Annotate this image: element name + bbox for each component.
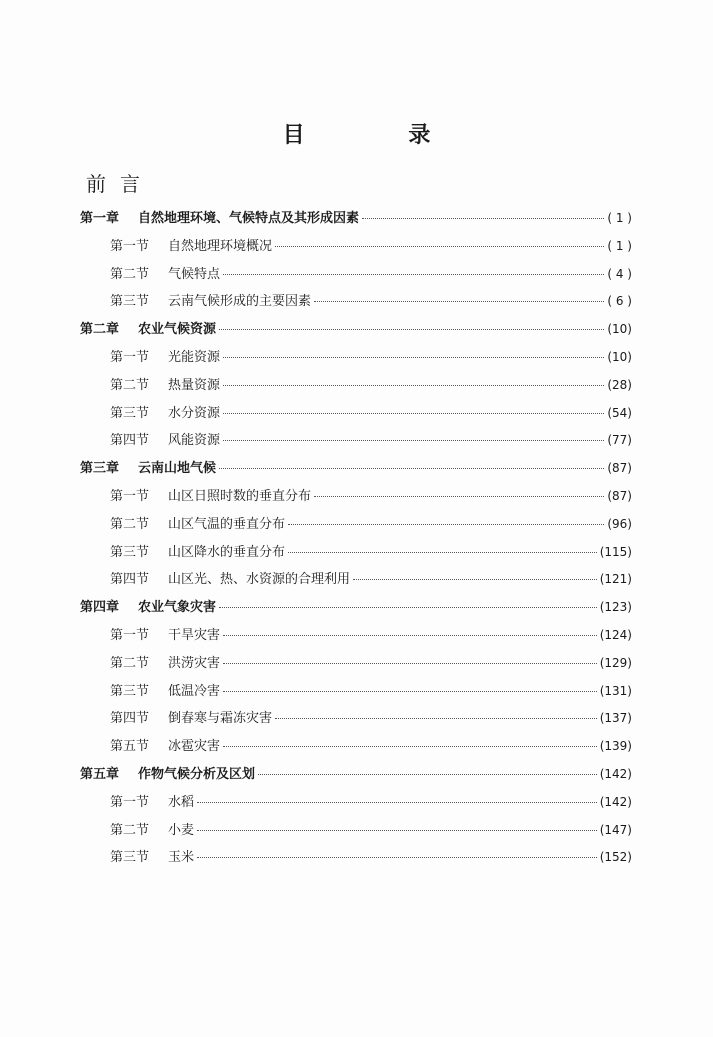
- toc-section-row: [80, 485, 632, 513]
- section-number: 第三节: [110, 544, 150, 560]
- section-number: 第四节: [110, 711, 150, 727]
- toc-section-row: [80, 624, 632, 652]
- dot-leader: [275, 718, 597, 719]
- dot-leader: [314, 301, 604, 302]
- page-number: (131): [599, 683, 632, 698]
- toc-chapter-row: [80, 318, 632, 346]
- page-number: (152): [599, 850, 632, 865]
- dot-leader: [223, 691, 597, 692]
- section-title: 山区日照时数的垂直分布: [168, 488, 312, 504]
- dot-leader: [353, 579, 597, 580]
- dot-leader: [223, 413, 604, 414]
- page-title: 目 录: [282, 123, 479, 148]
- toc-section-row: [80, 429, 632, 457]
- section-title: 山区降水的垂直分布: [168, 544, 286, 560]
- toc-section-row: [80, 652, 632, 680]
- section-number: 第三节: [110, 294, 150, 310]
- section-title: 山区光、热、水资源的合理利用: [168, 572, 351, 588]
- dot-leader: [223, 357, 604, 358]
- chapter-number: 第四章: [80, 600, 120, 616]
- chapter-number: 第三章: [80, 461, 120, 477]
- dot-leader: [223, 635, 597, 636]
- toc-section-row: [80, 568, 632, 596]
- chapter-title: 自然地理环境、气候特点及其形成因素: [138, 211, 360, 226]
- page-number: (129): [599, 655, 632, 670]
- dot-leader: [197, 802, 597, 803]
- dot-leader: [223, 746, 597, 747]
- section-number: 第三节: [110, 850, 150, 866]
- dot-leader: [314, 496, 604, 497]
- page-number: (115): [599, 544, 632, 559]
- page-number: (142): [599, 766, 632, 781]
- toc-chapter-row: [80, 763, 632, 791]
- dot-leader: [197, 830, 597, 831]
- table-of-contents: [80, 207, 632, 874]
- dot-leader: [362, 218, 604, 219]
- section-title: 热量资源: [168, 377, 221, 393]
- section-title: 云南气候形成的主要因素: [168, 294, 312, 310]
- chapter-title: 农业气候资源: [138, 322, 217, 338]
- dot-leader: [197, 857, 597, 858]
- toc-section-row: [80, 513, 632, 541]
- toc-section-row: [80, 735, 632, 763]
- section-number: 第一节: [110, 794, 150, 810]
- section-number: 第三节: [110, 683, 150, 699]
- dot-leader: [223, 663, 597, 664]
- section-number: 第一节: [110, 627, 150, 643]
- section-number: 第三节: [110, 405, 150, 421]
- preface-heading: 前言: [86, 172, 154, 196]
- page-number: (10): [607, 322, 632, 337]
- section-title: 气候特点: [168, 266, 221, 282]
- toc-section-row: [80, 402, 632, 430]
- page-number: (123): [599, 600, 632, 615]
- dot-leader: [219, 607, 597, 608]
- chapter-title: 农业气象灾害: [138, 600, 217, 616]
- page-number: (87): [607, 488, 632, 503]
- chapter-title: 云南山地气候: [138, 461, 217, 477]
- toc-section-row: [80, 707, 632, 735]
- page-number: (147): [599, 822, 632, 837]
- toc-section-row: [80, 846, 632, 874]
- page-number: (142): [599, 794, 632, 809]
- section-title: 水分资源: [168, 405, 221, 421]
- toc-section-row: [80, 346, 632, 374]
- dot-leader: [288, 552, 597, 553]
- section-number: 第四节: [110, 572, 150, 588]
- chapter-number: 第一章: [80, 211, 120, 226]
- page-number: (137): [599, 711, 632, 726]
- page-number: ( 1 ): [607, 238, 632, 253]
- page-number: (77): [607, 433, 632, 448]
- section-title: 干旱灾害: [168, 627, 221, 643]
- toc-chapter-row: [80, 596, 632, 624]
- section-title: 山区气温的垂直分布: [168, 516, 286, 532]
- section-number: 第二节: [110, 822, 150, 838]
- section-number: 第二节: [110, 516, 150, 532]
- page-number: ( 6 ): [607, 294, 632, 309]
- page-number: (124): [599, 627, 632, 642]
- section-number: 第四节: [110, 433, 150, 449]
- section-title: 玉米: [168, 850, 195, 866]
- page-number: (54): [607, 405, 632, 420]
- toc-section-row: [80, 791, 632, 819]
- dot-leader: [223, 440, 604, 441]
- page-number: (121): [599, 572, 632, 587]
- section-title: 水稻: [168, 794, 195, 810]
- page-number: (96): [607, 516, 632, 531]
- toc-section-row: [80, 541, 632, 569]
- page-number: (10): [607, 349, 632, 364]
- toc-chapter-row: [80, 457, 632, 485]
- section-number: 第一节: [110, 349, 150, 365]
- section-title: 冰雹灾害: [168, 739, 221, 755]
- section-title: 小麦: [168, 822, 195, 838]
- toc-section-row: [80, 263, 632, 291]
- section-title: 低温冷害: [168, 683, 221, 699]
- dot-leader: [288, 524, 604, 525]
- section-number: 第一节: [110, 238, 150, 254]
- dot-leader: [219, 329, 604, 330]
- chapter-number: 第五章: [80, 766, 120, 782]
- toc-section-row: [80, 680, 632, 708]
- page-number: (87): [607, 461, 632, 476]
- toc-chapter-row: [80, 207, 632, 235]
- dot-leader: [275, 246, 604, 247]
- section-title: 光能资源: [168, 349, 221, 365]
- page-number: (139): [599, 739, 632, 754]
- toc-section-row: [80, 374, 632, 402]
- toc-section-row: [80, 235, 632, 263]
- section-number: 第一节: [110, 488, 150, 504]
- dot-leader: [219, 468, 604, 469]
- dot-leader: [258, 774, 597, 775]
- page-number: (28): [607, 377, 632, 392]
- dot-leader: [223, 385, 604, 386]
- section-title: 风能资源: [168, 433, 221, 449]
- section-number: 第二节: [110, 266, 150, 282]
- section-title: 自然地理环境概况: [168, 238, 273, 254]
- dot-leader: [223, 274, 604, 275]
- section-title: 倒春寒与霜冻灾害: [168, 711, 273, 727]
- page-number: ( 1 ): [607, 211, 632, 225]
- page-number: ( 4 ): [607, 266, 632, 281]
- chapter-number: 第二章: [80, 322, 120, 338]
- toc-section-row: [80, 290, 632, 318]
- chapter-title: 作物气候分析及区划: [138, 766, 256, 782]
- toc-section-row: [80, 819, 632, 847]
- section-number: 第二节: [110, 655, 150, 671]
- section-number: 第二节: [110, 377, 150, 393]
- section-number: 第五节: [110, 739, 150, 755]
- section-title: 洪涝灾害: [168, 655, 221, 671]
